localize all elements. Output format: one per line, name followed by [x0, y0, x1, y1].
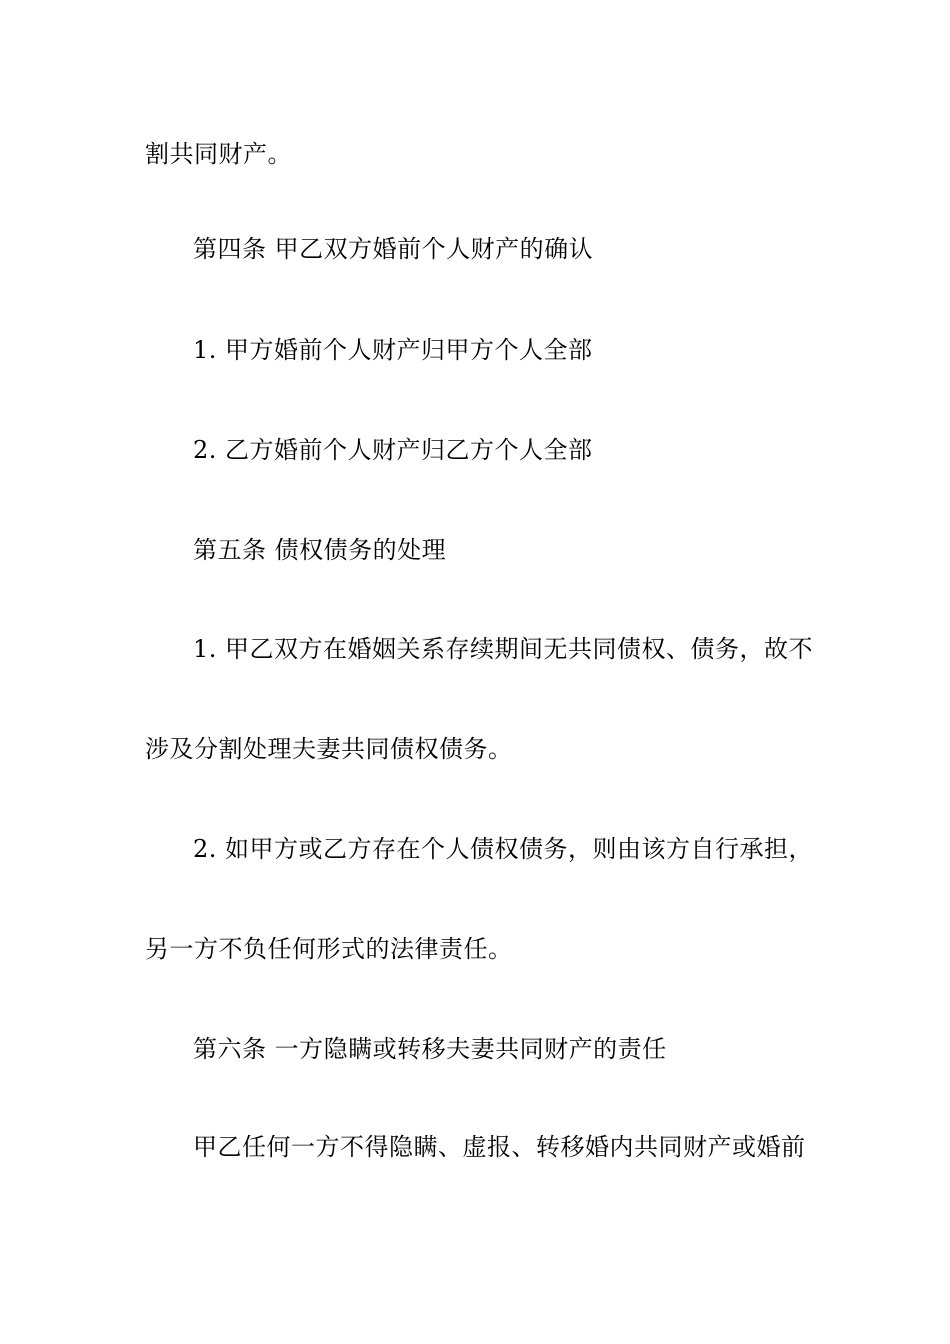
- article-4-heading: 第四条 甲乙双方婚前个人财产的确认: [193, 235, 594, 263]
- article-4-item-2: 2. 乙方婚前个人财产归乙方个人全部: [193, 436, 593, 464]
- text-line-1: 割共同财产。: [145, 140, 292, 168]
- article-5-item-1-continued: 涉及分割处理夫妻共同债权债务。: [145, 735, 513, 763]
- article-6-paragraph: 甲乙任何一方不得隐瞒、虚报、转移婚内共同财产或婚前: [193, 1133, 806, 1161]
- article-4-item-1: 1. 甲方婚前个人财产归甲方个人全部: [193, 336, 593, 364]
- article-5-heading: 第五条 债权债务的处理: [193, 536, 447, 564]
- article-5-item-2: 2. 如甲方或乙方存在个人债权债务，则由该方自行承担，: [193, 835, 814, 863]
- article-5-item-1: 1. 甲乙双方在婚姻关系存续期间无共同债权、债务，故不: [193, 635, 814, 663]
- article-6-heading: 第六条 一方隐瞒或转移夫妻共同财产的责任: [193, 1035, 667, 1063]
- article-5-item-2-continued: 另一方不负任何形式的法律责任。: [145, 935, 513, 963]
